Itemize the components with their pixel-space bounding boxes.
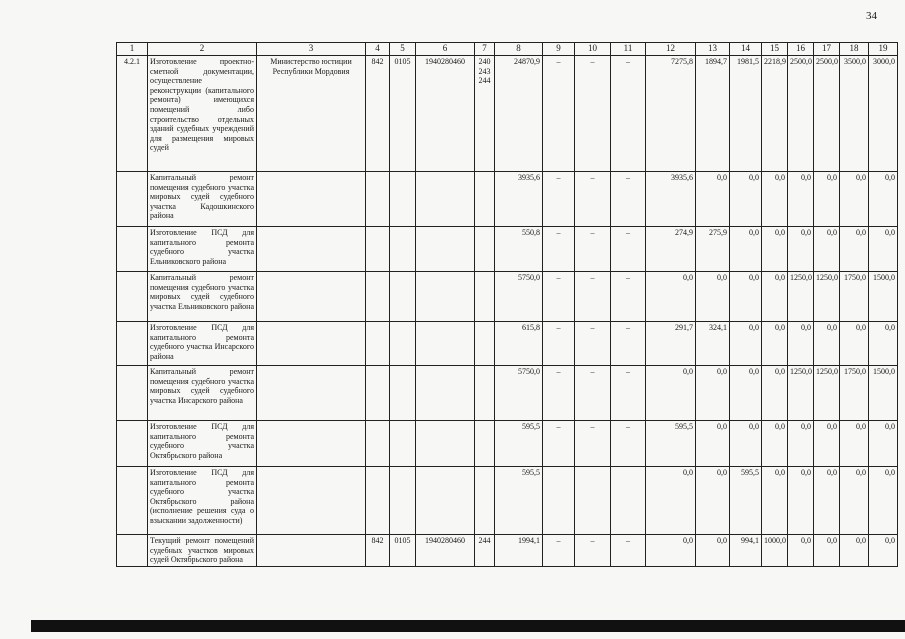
cell-c19: 1500,0: [869, 366, 898, 421]
cell-org: [257, 467, 366, 535]
cell-c9: –: [543, 227, 575, 272]
cell-c14: 994,1: [730, 535, 762, 567]
cell-c10: –: [575, 272, 611, 322]
column-header: 16: [788, 43, 814, 56]
cell-num: [117, 467, 148, 535]
cell-c10: [575, 467, 611, 535]
cell-c9: [543, 467, 575, 535]
cell-c14: 0,0: [730, 272, 762, 322]
cell-c6: [416, 467, 475, 535]
cell-total: 595,5: [495, 421, 543, 467]
cell-name: Изготовление ПСД для капитального ремонта судебного участка Октябрьского района: [148, 421, 257, 467]
cell-c5: [390, 227, 416, 272]
cell-c15: 0,0: [762, 227, 788, 272]
cell-c14: 0,0: [730, 172, 762, 227]
cell-c18: 1750,0: [840, 272, 869, 322]
cell-c14: 0,0: [730, 421, 762, 467]
cell-c16: 0,0: [788, 535, 814, 567]
cell-c18: 0,0: [840, 467, 869, 535]
cell-c18: 1750,0: [840, 366, 869, 421]
cell-c12: 595,5: [646, 421, 696, 467]
cell-c7: [475, 467, 495, 535]
cell-c15: 2218,9: [762, 56, 788, 172]
cell-c13: 275,9: [696, 227, 730, 272]
cell-c9: –: [543, 272, 575, 322]
cell-total: 3935,6: [495, 172, 543, 227]
cell-c19: 0,0: [869, 172, 898, 227]
cell-c10: –: [575, 227, 611, 272]
cell-c16: 1250,0: [788, 272, 814, 322]
cell-c14: 0,0: [730, 227, 762, 272]
cell-c18: 0,0: [840, 227, 869, 272]
cell-c11: –: [611, 172, 646, 227]
cell-c10: –: [575, 421, 611, 467]
cell-total: 5750,0: [495, 272, 543, 322]
cell-c17: 0,0: [814, 421, 840, 467]
column-header: 3: [257, 43, 366, 56]
cell-c9: –: [543, 366, 575, 421]
cell-total: 595,5: [495, 467, 543, 535]
cell-c13: 0,0: [696, 366, 730, 421]
cell-c10: –: [575, 172, 611, 227]
cell-c5: 0105: [390, 56, 416, 172]
table-row: [117, 467, 898, 535]
cell-c6: [416, 421, 475, 467]
column-header: 18: [840, 43, 869, 56]
cell-c16: 0,0: [788, 172, 814, 227]
cell-c13: 0,0: [696, 467, 730, 535]
cell-c15: 0,0: [762, 467, 788, 535]
cell-c17: 1250,0: [814, 366, 840, 421]
cell-c13: 0,0: [696, 272, 730, 322]
column-header: 4: [366, 43, 390, 56]
cell-c12: 0,0: [646, 366, 696, 421]
table-row: [117, 272, 898, 322]
column-header: 2: [148, 43, 257, 56]
cell-c9: –: [543, 56, 575, 172]
cell-c19: 1500,0: [869, 272, 898, 322]
cell-name: Изготовление ПСД для капитального ремонта судебного участка Ельниковского района: [148, 227, 257, 272]
cell-num: [117, 421, 148, 467]
page-number: 34: [866, 10, 877, 22]
cell-num: 4.2.1: [117, 56, 148, 172]
cell-num: [117, 227, 148, 272]
cell-num: [117, 366, 148, 421]
cell-c15: 0,0: [762, 366, 788, 421]
cell-c12: 291,7: [646, 322, 696, 366]
cell-c17: 0,0: [814, 467, 840, 535]
cell-c18: 0,0: [840, 322, 869, 366]
cell-c10: –: [575, 322, 611, 366]
cell-c4: [366, 322, 390, 366]
cell-num: [117, 535, 148, 567]
column-header: 1: [117, 43, 148, 56]
cell-c12: 274,9: [646, 227, 696, 272]
cell-c18: 0,0: [840, 535, 869, 567]
column-header: 9: [543, 43, 575, 56]
table-row: [117, 535, 898, 567]
cell-total: 1994,1: [495, 535, 543, 567]
cell-c7: [475, 272, 495, 322]
table-row: [117, 322, 898, 366]
cell-c15: 1000,0: [762, 535, 788, 567]
cell-c4: [366, 172, 390, 227]
column-header: 5: [390, 43, 416, 56]
cell-c5: 0105: [390, 535, 416, 567]
cell-c16: 0,0: [788, 421, 814, 467]
column-header: 19: [869, 43, 898, 56]
cell-c10: –: [575, 366, 611, 421]
cell-c9: –: [543, 535, 575, 567]
table-row: [117, 421, 898, 467]
cell-c5: [390, 272, 416, 322]
cell-c17: 0,0: [814, 227, 840, 272]
cell-c4: [366, 366, 390, 421]
cell-c4: 842: [366, 56, 390, 172]
cell-c11: –: [611, 56, 646, 172]
cell-name: Капитальный ремонт помещения судебного участка мировых судей судебного участка Кадошкинского района: [148, 172, 257, 227]
cell-name: Изготовление ПСД для капитального ремонта судебного участка Октябрьского района (исполнение решения суда о взыскании задолженности): [148, 467, 257, 535]
column-header: 10: [575, 43, 611, 56]
cell-org: [257, 272, 366, 322]
cell-c6: [416, 322, 475, 366]
cell-org: Министерство юстиции Республики Мордовия: [257, 56, 366, 172]
cell-c14: 1981,5: [730, 56, 762, 172]
cell-org: [257, 366, 366, 421]
cell-c15: 0,0: [762, 172, 788, 227]
cell-c6: [416, 172, 475, 227]
cell-c11: –: [611, 272, 646, 322]
cell-c15: 0,0: [762, 322, 788, 366]
cell-c10: –: [575, 535, 611, 567]
column-number-row: [117, 43, 898, 56]
cell-org: [257, 227, 366, 272]
cell-c10: –: [575, 56, 611, 172]
column-header: 11: [611, 43, 646, 56]
cell-total: 5750,0: [495, 366, 543, 421]
column-header: 6: [416, 43, 475, 56]
cell-c7: [475, 172, 495, 227]
cell-c6: [416, 366, 475, 421]
cell-c19: 0,0: [869, 322, 898, 366]
cell-total: 615,8: [495, 322, 543, 366]
cell-c13: 324,1: [696, 322, 730, 366]
column-header: 12: [646, 43, 696, 56]
cell-c12: 7275,8: [646, 56, 696, 172]
table-row: [117, 56, 898, 172]
cell-org: [257, 421, 366, 467]
cell-org: [257, 172, 366, 227]
cell-c18: 0,0: [840, 172, 869, 227]
cell-c17: 2500,0: [814, 56, 840, 172]
cell-c17: 0,0: [814, 535, 840, 567]
cell-c19: 3000,0: [869, 56, 898, 172]
cell-num: [117, 272, 148, 322]
cell-c4: [366, 467, 390, 535]
cell-c6: 1940280460: [416, 56, 475, 172]
cell-c16: 2500,0: [788, 56, 814, 172]
cell-c5: [390, 322, 416, 366]
cell-c11: –: [611, 227, 646, 272]
column-header: 14: [730, 43, 762, 56]
cell-num: [117, 322, 148, 366]
cell-c6: 1940280460: [416, 535, 475, 567]
cell-c18: 3500,0: [840, 56, 869, 172]
cell-c9: –: [543, 172, 575, 227]
cell-c13: 0,0: [696, 421, 730, 467]
column-header: 17: [814, 43, 840, 56]
cell-c5: [390, 467, 416, 535]
cell-c18: 0,0: [840, 421, 869, 467]
cell-c5: [390, 172, 416, 227]
cell-c12: 3935,6: [646, 172, 696, 227]
cell-name: Изготовление ПСД для капитального ремонта судебного участка Инсарского района: [148, 322, 257, 366]
cell-c5: [390, 366, 416, 421]
cell-c12: 0,0: [646, 535, 696, 567]
cell-c6: [416, 227, 475, 272]
cell-c14: 0,0: [730, 322, 762, 366]
cell-c11: [611, 467, 646, 535]
cell-c16: 1250,0: [788, 366, 814, 421]
cell-c11: –: [611, 421, 646, 467]
column-header: 13: [696, 43, 730, 56]
column-header: 7: [475, 43, 495, 56]
cell-c13: 0,0: [696, 535, 730, 567]
cell-c19: 0,0: [869, 535, 898, 567]
cell-c19: 0,0: [869, 421, 898, 467]
cell-c11: –: [611, 366, 646, 421]
cell-c15: 0,0: [762, 272, 788, 322]
cell-c16: 0,0: [788, 467, 814, 535]
cell-c14: 595,5: [730, 467, 762, 535]
cell-c9: –: [543, 421, 575, 467]
cell-c17: 0,0: [814, 322, 840, 366]
cell-c12: 0,0: [646, 272, 696, 322]
cell-c17: 0,0: [814, 172, 840, 227]
cell-c11: –: [611, 535, 646, 567]
cell-c19: 0,0: [869, 227, 898, 272]
cell-c12: 0,0: [646, 467, 696, 535]
cell-c16: 0,0: [788, 322, 814, 366]
scan-edge-bar: [31, 620, 905, 632]
cell-name: Текущий ремонт помещений судебных участков мировых судей Октябрьского района: [148, 535, 257, 567]
cell-c14: 0,0: [730, 366, 762, 421]
table-row: [117, 172, 898, 227]
cell-c11: –: [611, 322, 646, 366]
cell-c9: –: [543, 322, 575, 366]
cell-c4: [366, 272, 390, 322]
cell-c7: 244: [475, 535, 495, 567]
cell-org: [257, 322, 366, 366]
cell-name: Капитальный ремонт помещения судебного участка мировых судей судебного участка Ельниковского района: [148, 272, 257, 322]
cell-c17: 1250,0: [814, 272, 840, 322]
cell-c4: [366, 227, 390, 272]
cell-c6: [416, 272, 475, 322]
cell-c13: 1894,7: [696, 56, 730, 172]
cell-c7: [475, 421, 495, 467]
column-header: 15: [762, 43, 788, 56]
cell-num: [117, 172, 148, 227]
cell-c15: 0,0: [762, 421, 788, 467]
cell-total: 550,8: [495, 227, 543, 272]
cell-name: Изготовление проектно-сметной документации, осуществление реконструкции (капитального ремонта) имеющихся помещений либо строительство отдельных зданий судебных учреждений для размещения мировых судей: [148, 56, 257, 172]
budget-table: [116, 42, 898, 567]
table-row: [117, 227, 898, 272]
cell-c16: 0,0: [788, 227, 814, 272]
cell-c4: [366, 421, 390, 467]
cell-name: Капитальный ремонт помещения судебного участка мировых судей судебного участка Инсарского района: [148, 366, 257, 421]
cell-org: [257, 535, 366, 567]
cell-c7: 240 243 244: [475, 56, 495, 172]
column-header: 8: [495, 43, 543, 56]
cell-c7: [475, 366, 495, 421]
cell-c13: 0,0: [696, 172, 730, 227]
cell-c7: [475, 322, 495, 366]
cell-c5: [390, 421, 416, 467]
table-row: [117, 366, 898, 421]
cell-c7: [475, 227, 495, 272]
cell-c4: 842: [366, 535, 390, 567]
cell-c19: 0,0: [869, 467, 898, 535]
cell-total: 24870,9: [495, 56, 543, 172]
table-body: [117, 43, 898, 567]
